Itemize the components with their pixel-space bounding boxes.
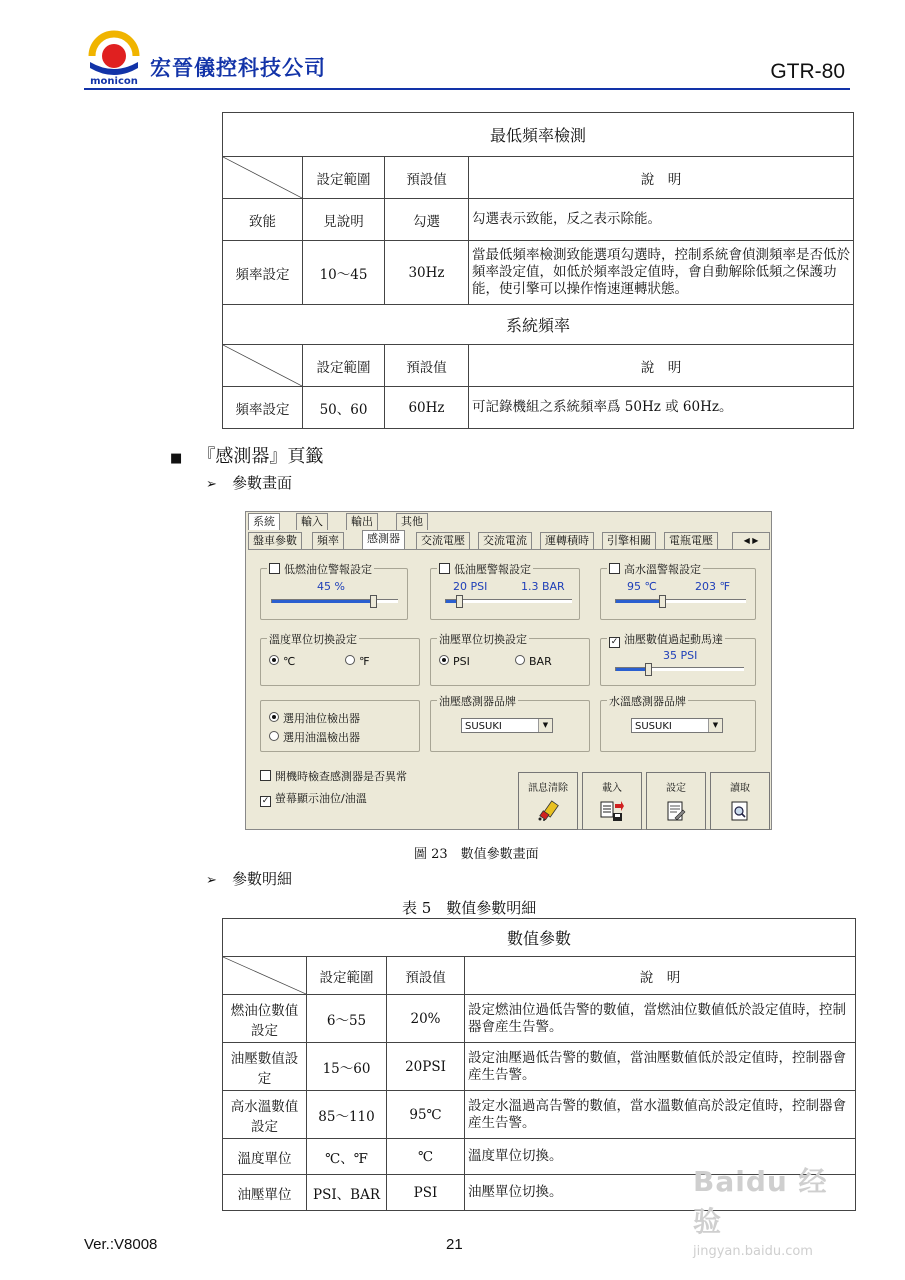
temperature-unit-group: [260, 633, 420, 686]
high-water-celsius-value: 95 ℃: [627, 580, 657, 593]
table-row: [223, 387, 854, 429]
startup-check-checkbox[interactable]: [260, 768, 407, 784]
row-default: 30Hz: [385, 241, 469, 305]
display-oil-checkbox[interactable]: [260, 790, 367, 807]
row-default: PSI: [387, 1175, 465, 1211]
row-default: 95℃: [387, 1091, 465, 1139]
clear-messages-button[interactable]: [518, 772, 578, 830]
row-default: 20%: [387, 995, 465, 1043]
checkbox-label: 螢幕顯示油位/油溫: [275, 792, 367, 805]
read-document-icon: [727, 800, 753, 822]
settings-button[interactable]: [646, 772, 706, 830]
col-header-default: 預設值: [385, 157, 469, 199]
radio-fahrenheit[interactable]: [345, 655, 369, 668]
high-water-temp-alarm-group: [600, 563, 756, 620]
button-label: 載入: [602, 783, 622, 794]
row-range: ℃、℉: [307, 1139, 387, 1175]
watermark-url: jingyan.baidu.com: [693, 1244, 813, 1259]
high-water-fahrenheit-value: 203 ℉: [695, 580, 730, 593]
oil-sensor-brand-group: [430, 695, 590, 752]
radio-label: PSI: [453, 655, 470, 668]
watermark-brand: Baidu 经验: [693, 1165, 828, 1238]
row-description: 可記錄機組之系統頻率爲 50Hz 或 60Hz。: [469, 387, 854, 429]
chevron-down-icon[interactable]: ▼: [538, 719, 552, 732]
group-title-text: 低燃油位警報設定: [284, 563, 372, 576]
water-sensor-brand-group: [600, 695, 756, 752]
table-caption: 表 5 數值參數明細: [402, 899, 537, 917]
tab-engine[interactable]: 引擎相關: [602, 532, 656, 549]
watermark: [693, 1160, 853, 1259]
arrow-bullet-icon: ➢: [206, 873, 217, 888]
row-name: 溫度單位: [223, 1139, 307, 1175]
tab-ac-current[interactable]: 交流電流: [478, 532, 532, 549]
radio-label: BAR: [529, 655, 552, 668]
radio-label: 選用油溫檢出器: [283, 731, 360, 744]
col-header-description: 說 明: [465, 957, 856, 995]
header-divider: [84, 88, 850, 90]
radio-selected-icon[interactable]: [269, 655, 279, 665]
button-label: 設定: [666, 783, 686, 794]
low-oil-slider[interactable]: [445, 599, 572, 603]
tab-frequency[interactable]: 頻率: [312, 532, 344, 549]
slider-thumb[interactable]: [659, 595, 666, 608]
checkbox-icon[interactable]: [609, 563, 620, 574]
table-row: [223, 1091, 856, 1139]
row-default: ℃: [387, 1139, 465, 1175]
row-name: 頻率設定: [223, 387, 303, 429]
row-description: 設定水溫過高告警的數値，當水溫數値高於設定值時，控制器會産生告警。: [465, 1091, 856, 1139]
company-name: 宏晉儀控科技公司: [150, 56, 326, 80]
sub-heading-text: 參數明細: [232, 870, 293, 888]
model-name: GTR-80: [770, 60, 845, 83]
checkbox-checked-icon[interactable]: ✓: [610, 637, 619, 647]
radio-selected-icon[interactable]: [439, 655, 449, 665]
row-default: 勾選: [385, 199, 469, 241]
oil-pressure-start-value: 35 PSI: [663, 649, 698, 662]
low-oil-bar-value: 1.3 BAR: [521, 580, 565, 593]
row-description: 當最低頻率檢測致能選項勾選時，控制系統會偵測頻率是否低於頻率設定值，如低於頻率設定值時，會自動解除低頻之保護功能，使引擎可以操作惰速運轉狀態。: [469, 241, 854, 305]
slider-thumb[interactable]: [456, 595, 463, 608]
section-heading-text: 『感測器』頁籤: [197, 446, 324, 467]
high-water-slider[interactable]: [615, 599, 746, 603]
radio-icon[interactable]: [345, 655, 355, 665]
tab-cranking[interactable]: 盤車參數: [248, 532, 302, 549]
diagonal-header-cell: [223, 157, 303, 199]
oil-pressure-start-group: [600, 633, 756, 686]
low-oil-alarm-group: [430, 563, 580, 620]
checkbox-icon[interactable]: [439, 563, 450, 574]
load-file-icon: [599, 800, 625, 822]
page-number: 21: [446, 1236, 463, 1253]
row-name: 燃油位數值設定: [223, 995, 307, 1043]
row-range: PSI、BAR: [307, 1175, 387, 1211]
logo-text: monicon: [90, 76, 138, 86]
radio-label: ℉: [359, 655, 370, 668]
checkbox-label: 開機時檢查感測器是否異常: [275, 770, 407, 783]
group-title-text: 低油壓警報設定: [454, 563, 531, 576]
square-bullet-icon: ■: [170, 451, 183, 466]
radio-fuel-level-sensor[interactable]: [269, 710, 360, 726]
col-header-range: 設定範圍: [303, 345, 385, 387]
row-range: 15～60: [307, 1043, 387, 1091]
write-document-icon: [663, 800, 689, 822]
row-name: 油壓數值設定: [223, 1043, 307, 1091]
table-row: [223, 199, 854, 241]
section-title-system-frequency: 系統頻率: [223, 305, 854, 345]
oil-pressure-start-checkbox[interactable]: [607, 631, 725, 648]
row-default: 20PSI: [387, 1043, 465, 1091]
row-name: 高水溫數值設定: [223, 1091, 307, 1139]
row-range: 6～55: [307, 995, 387, 1043]
row-default: 60Hz: [385, 387, 469, 429]
checkbox-icon[interactable]: [260, 770, 271, 781]
company-logo: [84, 26, 144, 86]
high-water-temp-checkbox[interactable]: [607, 561, 703, 577]
col-header-description: 說 明: [469, 345, 854, 387]
radio-celsius[interactable]: [269, 655, 295, 668]
tab-divider: [248, 549, 769, 550]
button-label: 訊息清除: [528, 783, 568, 794]
sensor-select-group: [260, 700, 420, 752]
table-row: [223, 241, 854, 305]
slider-thumb[interactable]: [645, 663, 652, 676]
group-title-text: 油壓數值過起動馬達: [624, 633, 723, 646]
button-label: 讀取: [730, 783, 750, 794]
col-header-default: 預設值: [387, 957, 465, 995]
group-title-text: 油壓感測器品牌: [439, 695, 516, 708]
tab-battery-voltage[interactable]: 電瓶電壓: [664, 532, 718, 549]
row-range: 10～45: [303, 241, 385, 305]
row-range: 85～110: [307, 1091, 387, 1139]
col-header-description: 說 明: [469, 157, 854, 199]
row-name: 油壓單位: [223, 1175, 307, 1211]
slider-fill: [616, 600, 662, 603]
radio-label: 選用油位檢出器: [283, 712, 360, 725]
tab-run-hours[interactable]: 運轉積時: [540, 532, 594, 549]
slider-fill: [272, 600, 373, 603]
row-description: 設定燃油位過低告警的數値，當燃油位數値低於設定值時，控制器會産生告警。: [465, 995, 856, 1043]
tab-sensor[interactable]: 感測器: [362, 530, 405, 549]
sub-heading-text: 參數畫面: [232, 474, 293, 492]
tab-ac-voltage[interactable]: 交流電壓: [416, 532, 470, 549]
radio-bar[interactable]: [515, 655, 552, 668]
section-title-numeric-params: 數值參數: [223, 919, 856, 957]
low-oil-alarm-checkbox[interactable]: [437, 561, 533, 577]
load-button[interactable]: [582, 772, 642, 830]
section-heading: [170, 442, 323, 468]
tab-output[interactable]: 輸出: [346, 513, 378, 530]
oil-pressure-start-slider[interactable]: [615, 667, 744, 671]
oil-sensor-brand-select[interactable]: [461, 718, 553, 733]
read-button[interactable]: [710, 772, 770, 830]
select-value: SUSUKI: [635, 721, 672, 732]
radio-label: ℃: [283, 655, 296, 668]
select-value: SUSUKI: [465, 721, 502, 732]
group-title-text: 高水溫警報設定: [624, 563, 701, 576]
section-title-min-frequency: 最低頻率檢測: [223, 113, 854, 157]
slider-fill: [616, 668, 648, 671]
radio-psi[interactable]: [439, 655, 470, 668]
group-title-text: 水溫感測器品牌: [609, 695, 686, 708]
radio-icon[interactable]: [269, 731, 279, 741]
table-row: [223, 995, 856, 1043]
col-header-range: 設定範圍: [307, 957, 387, 995]
row-range: 50、60: [303, 387, 385, 429]
group-title-text: 溫度單位切換設定: [269, 633, 357, 646]
group-title-text: 油壓單位切換設定: [439, 633, 527, 646]
footer-version: Ver.:V8008: [84, 1236, 158, 1253]
figure-caption: 圖 23 數值參數畫面: [414, 847, 539, 862]
table-row: [223, 1043, 856, 1091]
row-description: 油壓單位切換。: [465, 1175, 856, 1211]
tab-other[interactable]: 其他: [396, 513, 428, 530]
tab-input[interactable]: 輸入: [296, 513, 328, 530]
sensor-settings-dialog: [245, 511, 772, 830]
chevron-down-icon[interactable]: ▼: [708, 719, 722, 732]
tab-scroll-arrows-icon[interactable]: ◀ ▶: [732, 532, 770, 550]
radio-selected-icon[interactable]: [269, 712, 279, 722]
sub-heading-params-detail: [206, 868, 292, 889]
pressure-unit-group: [430, 633, 590, 686]
sub-heading-params-screen: [206, 472, 292, 493]
low-fuel-alarm-group: [260, 563, 408, 620]
frequency-table: [222, 112, 854, 429]
checkbox-checked-icon[interactable]: ✓: [261, 796, 270, 806]
low-fuel-slider[interactable]: [271, 599, 398, 603]
diagonal-header-cell: [223, 345, 303, 387]
row-description: 設定油壓過低告警的數値，當油壓數値低於設定值時，控制器會産生告警。: [465, 1043, 856, 1091]
col-header-range: 設定範圍: [303, 157, 385, 199]
row-description: 溫度單位切換。: [465, 1139, 856, 1175]
row-range: 見說明: [303, 199, 385, 241]
row-description: 勾選表示致能，反之表示除能。: [469, 199, 854, 241]
arrow-bullet-icon: ➢: [206, 477, 217, 492]
diagonal-header-cell: [223, 957, 307, 995]
col-header-default: 預設值: [385, 345, 469, 387]
radio-oil-temp-sensor[interactable]: [269, 729, 360, 745]
radio-icon[interactable]: [515, 655, 525, 665]
eraser-icon: [535, 800, 561, 822]
low-fuel-value: 45 %: [317, 580, 345, 593]
low-oil-psi-value: 20 PSI: [453, 580, 488, 593]
row-name: 致能: [223, 199, 303, 241]
row-name: 頻率設定: [223, 241, 303, 305]
tab-system[interactable]: 系統: [248, 513, 280, 530]
water-sensor-brand-select[interactable]: [631, 718, 723, 733]
slider-thumb[interactable]: [370, 595, 377, 608]
low-fuel-alarm-checkbox[interactable]: [267, 561, 374, 577]
checkbox-icon[interactable]: [269, 563, 280, 574]
